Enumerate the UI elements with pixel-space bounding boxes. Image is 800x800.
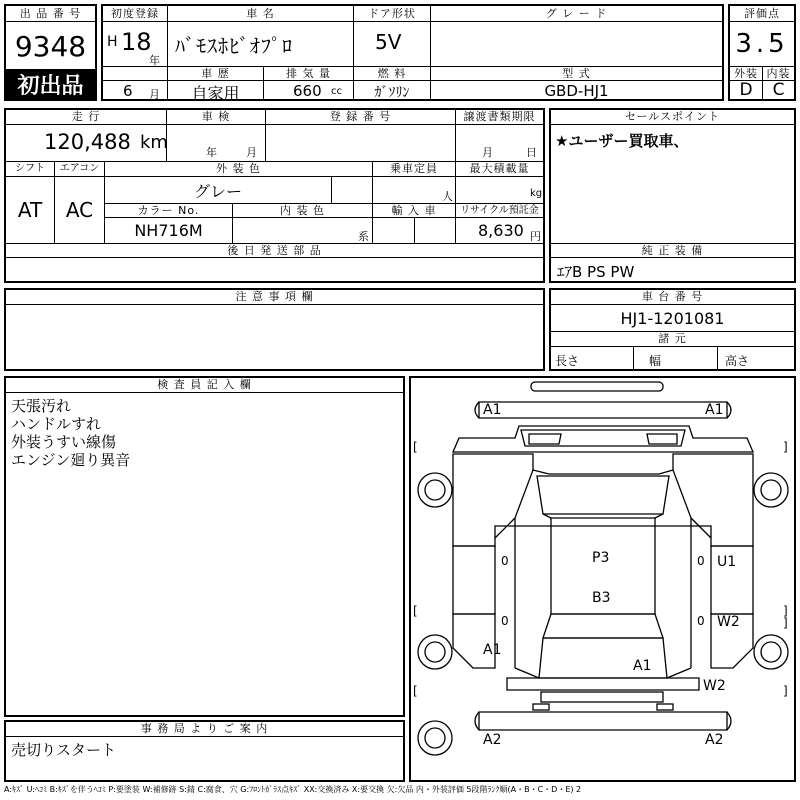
aircon-value: AC [65, 198, 94, 222]
bracket-left-mid: [ [413, 604, 418, 618]
damage-mark-right-rear-door: W2 [717, 614, 740, 630]
color-number-label: カラー No. [137, 204, 200, 217]
km-unit: km [140, 132, 168, 153]
car-body-diagram [411, 378, 794, 780]
inspector-notes-box [4, 376, 405, 717]
import-label: 輸 入 車 [391, 204, 437, 217]
main-header-box [101, 4, 724, 101]
car-name-label: 車 名 [246, 7, 275, 20]
length-label: 長さ [555, 354, 580, 368]
aircon-label: エアコン [59, 163, 100, 174]
lot-number-box [4, 4, 97, 101]
cc-unit: cc [331, 86, 342, 97]
width-label: 幅 [649, 354, 662, 368]
era-letter: H [107, 34, 118, 50]
interior-grade: C [772, 80, 785, 100]
shift-label: シフト [15, 163, 45, 174]
bracket-left-bottom: [ [413, 684, 418, 698]
recycle-deposit-label: リサイクル預託金 [460, 205, 539, 216]
recycle-deposit-value: 8,630 [478, 221, 524, 240]
lot-number: 9348 [14, 29, 87, 63]
inspector-notes-label: 検 査 員 記 入 欄 [157, 378, 252, 391]
office-notice-label: 事 務 局 よ り ご 案 内 [140, 722, 269, 735]
score-label: 評価点 [744, 7, 780, 20]
first-registration-label: 初度登録 [111, 7, 159, 20]
damage-mark-center: B3 [592, 590, 611, 606]
bracket-left-top: [ [413, 440, 418, 454]
damage-mark-front-left: A1 [483, 402, 502, 418]
damage-mark-roof: P3 [592, 550, 610, 566]
damage-mark-left-rear-fender: A1 [483, 642, 502, 658]
overall-score: 3.5 [735, 29, 789, 59]
inspector-note-line: 外装うすい線傷 [11, 433, 117, 451]
chassis-number: HJ1-1201081 [620, 308, 725, 328]
zero-mark-right-front: 0 [697, 554, 705, 568]
equipment-value: ｴｱB PS PW [557, 263, 635, 281]
exterior-label: 外装 [734, 67, 758, 80]
chassis-box [549, 288, 796, 371]
exterior-color-value: グレー [193, 181, 242, 201]
month-unit: 月 [149, 88, 160, 101]
equipment-label: 純 正 装 備 [641, 244, 704, 257]
damage-mark-rear-right: A2 [705, 732, 724, 748]
interior-color-unit: 系 [358, 230, 369, 243]
inspector-note-line: 天張汚れ [11, 397, 72, 415]
notes-box [4, 288, 545, 371]
car-diagram-box [409, 376, 796, 782]
office-notice-box [4, 720, 405, 782]
lot-number-label: 出 品 番 号 [6, 6, 95, 22]
zero-mark-right-rear: 0 [697, 614, 705, 628]
registration-month: 6 [123, 82, 133, 100]
bracket-right-top: ] [783, 440, 788, 454]
exterior-color-label: 外 装 色 [216, 162, 261, 175]
first-listing-badge: 初出品 [6, 69, 95, 99]
model-value: GBD-HJ1 [544, 82, 609, 100]
displacement-label: 排 気 量 [286, 67, 331, 80]
chassis-label: 車 台 番 号 [641, 290, 704, 303]
shift-value: AT [17, 198, 43, 222]
damage-mark-front-right: A1 [705, 402, 724, 418]
transfer-docs-label: 譲渡書類期限 [463, 110, 536, 123]
sales-points-text: ★ユーザー買取車、 [555, 132, 689, 150]
inspection-year-unit: 年 [206, 146, 217, 159]
grade-label: グ レ ー ド [545, 7, 608, 20]
inspection-month-unit: 月 [246, 146, 257, 159]
color-number-value: NH716M [134, 221, 203, 240]
person-unit: 人 [442, 190, 453, 203]
damage-mark-right-rear-fender: W2 [703, 678, 726, 694]
max-load-label: 最大積載量 [469, 162, 530, 175]
damage-mark-right-front-door: U1 [717, 554, 737, 570]
bracket-right-spare: ] [783, 616, 788, 630]
door-type: 5V [375, 30, 402, 54]
exterior-grade: D [739, 80, 753, 100]
damage-mark-rear-floor: A1 [633, 658, 652, 674]
transfer-day-unit: 日 [526, 146, 537, 159]
car-name: ﾊﾞﾓｽﾎﾋﾞｵﾌﾟﾛ [175, 34, 293, 58]
mileage-label: 走 行 [71, 110, 101, 123]
inspection-label: 車 検 [201, 110, 231, 123]
mileage-value: 120,488 [44, 130, 131, 154]
bracket-right-mid: ] [783, 604, 788, 618]
interior-label: 内装 [766, 67, 791, 80]
height-label: 高さ [725, 354, 750, 368]
notes-label: 注 意 事 項 欄 [235, 290, 314, 303]
sales-points-box [549, 108, 796, 283]
interior-color-label: 内 装 色 [280, 204, 325, 217]
office-notice-text: 売切りスタート [11, 741, 117, 759]
kg-unit: kg [530, 188, 543, 199]
damage-mark-rear-left: A2 [483, 732, 502, 748]
zero-mark-left-rear: 0 [501, 614, 509, 628]
year-unit: 年 [149, 54, 160, 67]
door-type-label: ドア形状 [368, 7, 416, 20]
yen-unit: 円 [530, 230, 541, 243]
score-box [728, 4, 796, 101]
history-label: 車 歴 [201, 67, 230, 80]
model-label: 型 式 [562, 67, 591, 80]
zero-mark-left-front: 0 [501, 554, 509, 568]
registration-number-label: 登 録 番 号 [329, 110, 392, 123]
capacity-label: 乗車定員 [390, 162, 438, 175]
fuel-value: ｶﾞｿﾘﾝ [374, 85, 410, 101]
vehicle-details-box [4, 108, 545, 283]
fuel-label: 燃 料 [377, 67, 407, 80]
bracket-right-bottom: ] [783, 684, 788, 698]
sales-points-label: セールスポイント [624, 110, 720, 123]
inspector-note-line: エンジン廻り異音 [11, 451, 131, 469]
history-value: 自家用 [191, 84, 240, 103]
legend-footer: A:ｷｽﾞ U:ﾍｺﾐ B:ｷｽﾞを伴うﾍｺﾐ P:要塗装 W:補修跡 S:錆 C:腐食、穴 G:ﾌﾛﾝﾄｶﾞﾗｽ点ｷｽﾞ XX:交換済み X:要交換 欠:欠品 内・外装評価 5段階ﾗﾝｸ順(A・B・C・D・E) 2 [4, 785, 582, 794]
dimensions-label: 諸 元 [658, 332, 687, 345]
registration-year: 18 [121, 28, 152, 56]
displacement-value: 660 [293, 82, 322, 100]
transfer-month-unit: 月 [482, 146, 493, 159]
inspector-note-line: ハンドルすれ [11, 415, 102, 433]
later-parts-label: 後 日 発 送 部 品 [227, 244, 322, 257]
